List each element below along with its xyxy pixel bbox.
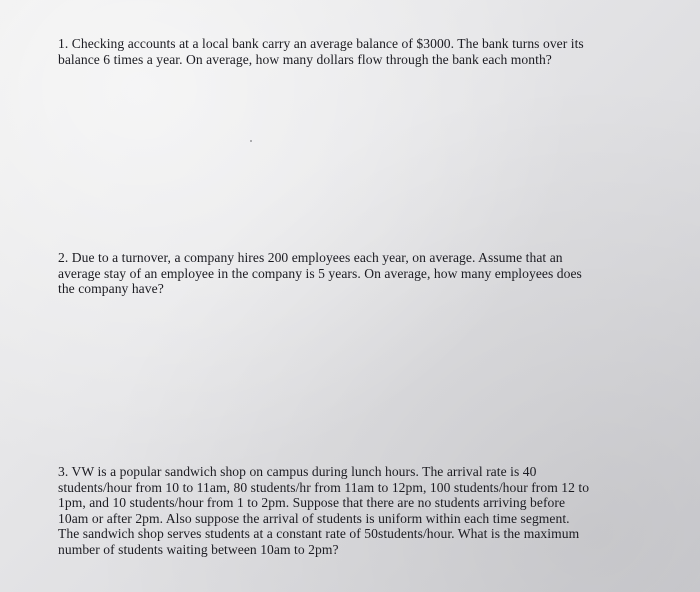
- question-3-text: 3. VW is a popular sandwich shop on campus during lunch hours. The arrival rate is 40 students/hour from 10 to 11am, 80 students/hr from 11am to 12pm, 100 students/hour from 12 to 1pm, and 10 students/hour from 1 to 2pm. Suppose that there are no students arriving before 10am or after 2pm. Also suppose the arrival of students is uniform within each time segment. The sandwich shop serves students at a constant rate of 50students/hour. What is the maximum number of students waiting between 10am to 2pm?: [58, 464, 590, 557]
- paper-speck: [250, 140, 252, 142]
- question-1-text: 1. Checking accounts at a local bank carry an average balance of $3000. The bank turns over its balance 6 times a year. On average, how many dollars flow through the bank each month?: [58, 36, 584, 67]
- question-2-text: 2. Due to a turnover, a company hires 200 employees each year, on average. Assume that an average stay of an employee in the company is 5 years. On average, how many employees does the company have?: [58, 250, 582, 297]
